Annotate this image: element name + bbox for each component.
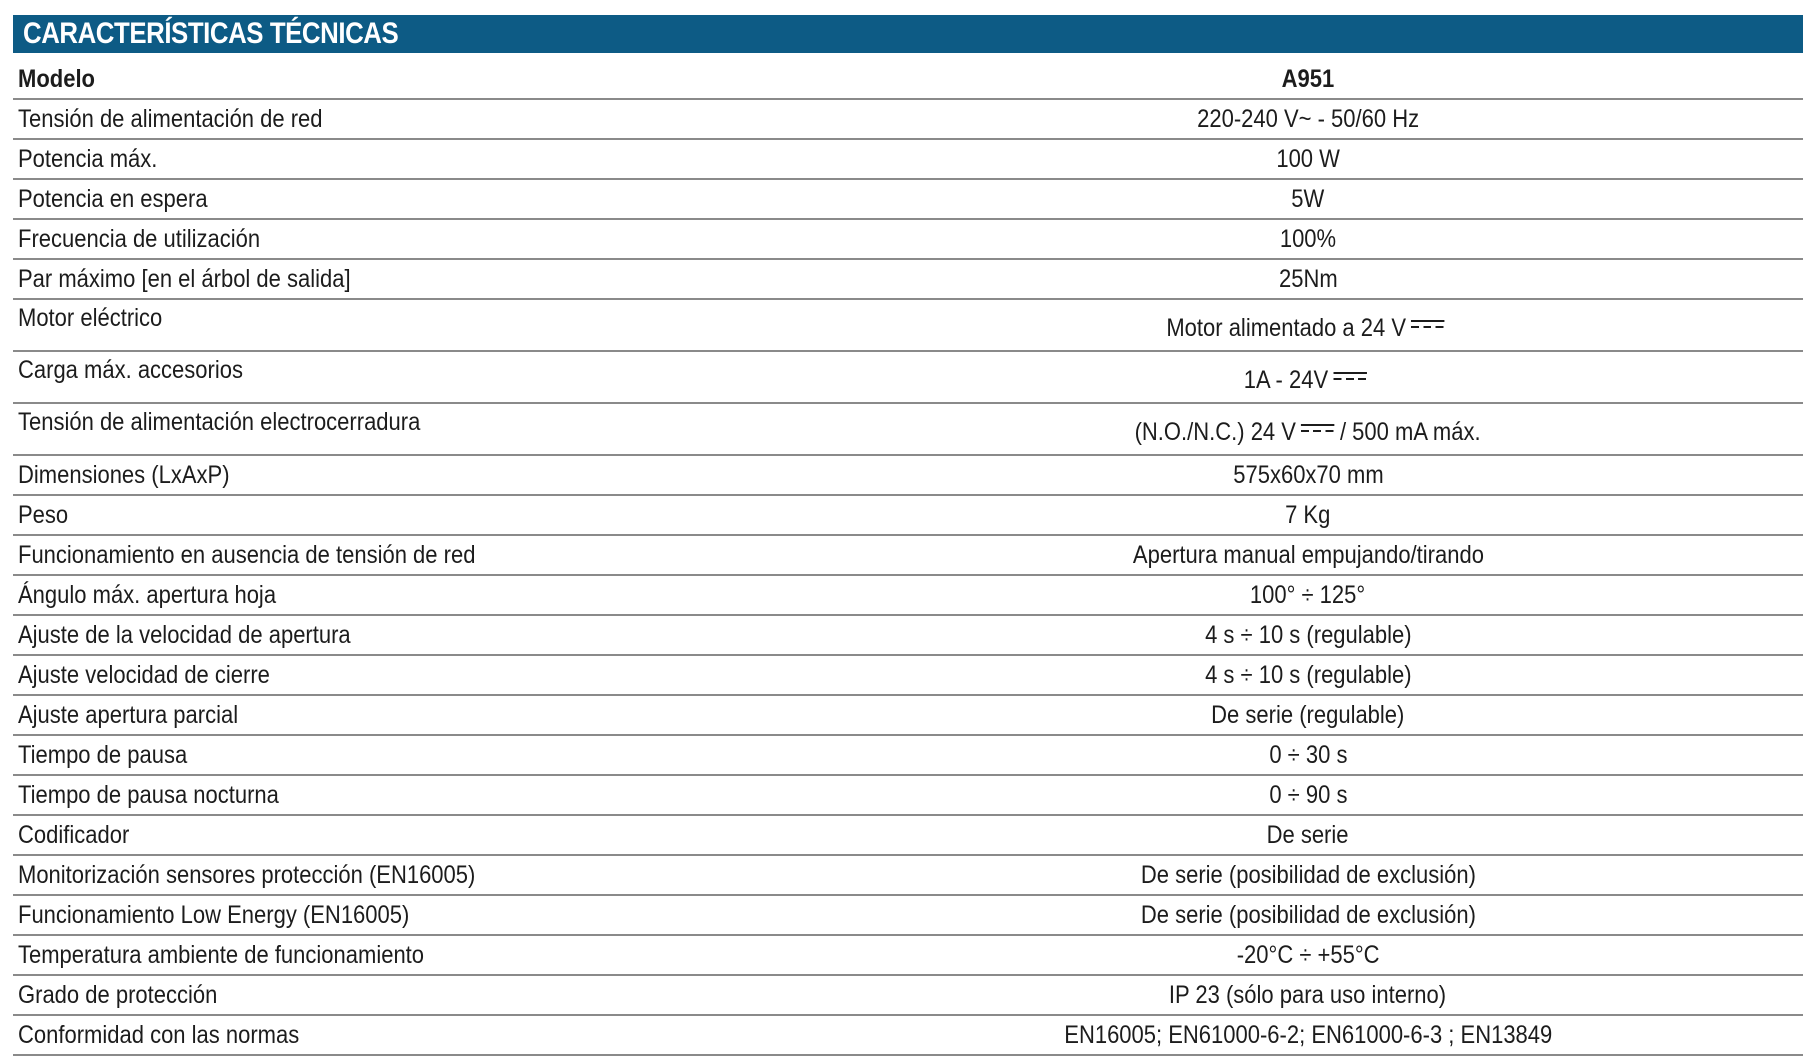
row-value: 100%	[813, 219, 1803, 259]
row-value: IP 23 (sólo para uso interno)	[813, 975, 1803, 1015]
section-title-banner	[13, 15, 1803, 53]
row-label: Carga máx. accesorios	[13, 351, 813, 403]
row-value: De serie (posibilidad de exclusión)	[813, 895, 1803, 935]
table-row	[13, 575, 1803, 615]
table-row	[13, 935, 1803, 975]
table-row	[13, 139, 1803, 179]
row-value: 100° ÷ 125°	[813, 575, 1803, 615]
table-row	[13, 259, 1803, 299]
table-row	[13, 775, 1803, 815]
row-label: Frecuencia de utilización	[13, 219, 813, 259]
row-label: Dimensiones (LxAxP)	[13, 455, 813, 495]
row-value: 25Nm	[813, 259, 1803, 299]
table-row	[13, 735, 1803, 775]
dc-current-icon	[1411, 320, 1444, 330]
table-row	[13, 535, 1803, 575]
row-label: Grado de protección	[13, 975, 813, 1015]
dc-current-icon	[1333, 372, 1366, 382]
table-row	[13, 351, 1803, 403]
row-value: 7 Kg	[813, 495, 1803, 535]
header-value-cell: A951	[813, 60, 1803, 99]
table-row	[13, 695, 1803, 735]
section-title: CARACTERÍSTICAS TÉCNICAS	[23, 17, 399, 50]
row-label: Funcionamiento Low Energy (EN16005)	[13, 895, 813, 935]
row-value: 4 s ÷ 10 s (regulable)	[813, 655, 1803, 695]
row-label: Motor eléctrico	[13, 299, 813, 351]
table-row	[13, 1015, 1803, 1055]
row-label: Codificador	[13, 815, 813, 855]
row-label: Peso	[13, 495, 813, 535]
row-value: 0 ÷ 30 s	[813, 735, 1803, 775]
row-label: Ajuste velocidad de cierre	[13, 655, 813, 695]
table-header-row	[13, 60, 1803, 99]
row-label: Tiempo de pausa	[13, 735, 813, 775]
row-value: (N.O./N.C.) 24 V / 500 mA máx.	[813, 403, 1803, 455]
table-row	[13, 615, 1803, 655]
table-row	[13, 975, 1803, 1015]
spec-table	[13, 60, 1803, 1056]
row-value: Apertura manual empujando/tirando	[813, 535, 1803, 575]
table-row	[13, 495, 1803, 535]
table-row	[13, 219, 1803, 259]
row-value: 1A - 24V	[813, 351, 1803, 403]
row-value: 220-240 V~ - 50/60 Hz	[813, 99, 1803, 139]
table-row	[13, 299, 1803, 351]
row-value: De serie	[813, 815, 1803, 855]
table-row	[13, 855, 1803, 895]
row-value: 100 W	[813, 139, 1803, 179]
table-row	[13, 403, 1803, 455]
row-label: Ajuste de la velocidad de apertura	[13, 615, 813, 655]
row-label: Potencia en espera	[13, 179, 813, 219]
row-label: Tensión de alimentación electrocerradura	[13, 403, 813, 455]
row-label: Monitorización sensores protección (EN16005)	[13, 855, 813, 895]
header-label-cell: Modelo	[13, 60, 813, 99]
dc-current-icon	[1302, 424, 1335, 434]
row-label: Ángulo máx. apertura hoja	[13, 575, 813, 615]
row-value: 0 ÷ 90 s	[813, 775, 1803, 815]
row-value: -20°C ÷ +55°C	[813, 935, 1803, 975]
row-label: Tensión de alimentación de red	[13, 99, 813, 139]
row-value: De serie (posibilidad de exclusión)	[813, 855, 1803, 895]
row-label: Par máximo [en el árbol de salida]	[13, 259, 813, 299]
row-label: Tiempo de pausa nocturna	[13, 775, 813, 815]
table-row	[13, 99, 1803, 139]
row-value: 4 s ÷ 10 s (regulable)	[813, 615, 1803, 655]
row-label: Conformidad con las normas	[13, 1015, 813, 1055]
row-label: Ajuste apertura parcial	[13, 695, 813, 735]
row-value: De serie (regulable)	[813, 695, 1803, 735]
row-value: EN16005; EN61000-6-2; EN61000-6-3 ; EN13849	[813, 1015, 1803, 1055]
row-label: Funcionamiento en ausencia de tensión de red	[13, 535, 813, 575]
row-value: 575x60x70 mm	[813, 455, 1803, 495]
table-row	[13, 895, 1803, 935]
table-row	[13, 815, 1803, 855]
table-row	[13, 655, 1803, 695]
table-row	[13, 179, 1803, 219]
row-value: 5W	[813, 179, 1803, 219]
row-value: Motor alimentado a 24 V	[813, 299, 1803, 351]
row-label: Potencia máx.	[13, 139, 813, 179]
table-row	[13, 455, 1803, 495]
spec-sheet	[13, 15, 1803, 1056]
row-label: Temperatura ambiente de funcionamiento	[13, 935, 813, 975]
